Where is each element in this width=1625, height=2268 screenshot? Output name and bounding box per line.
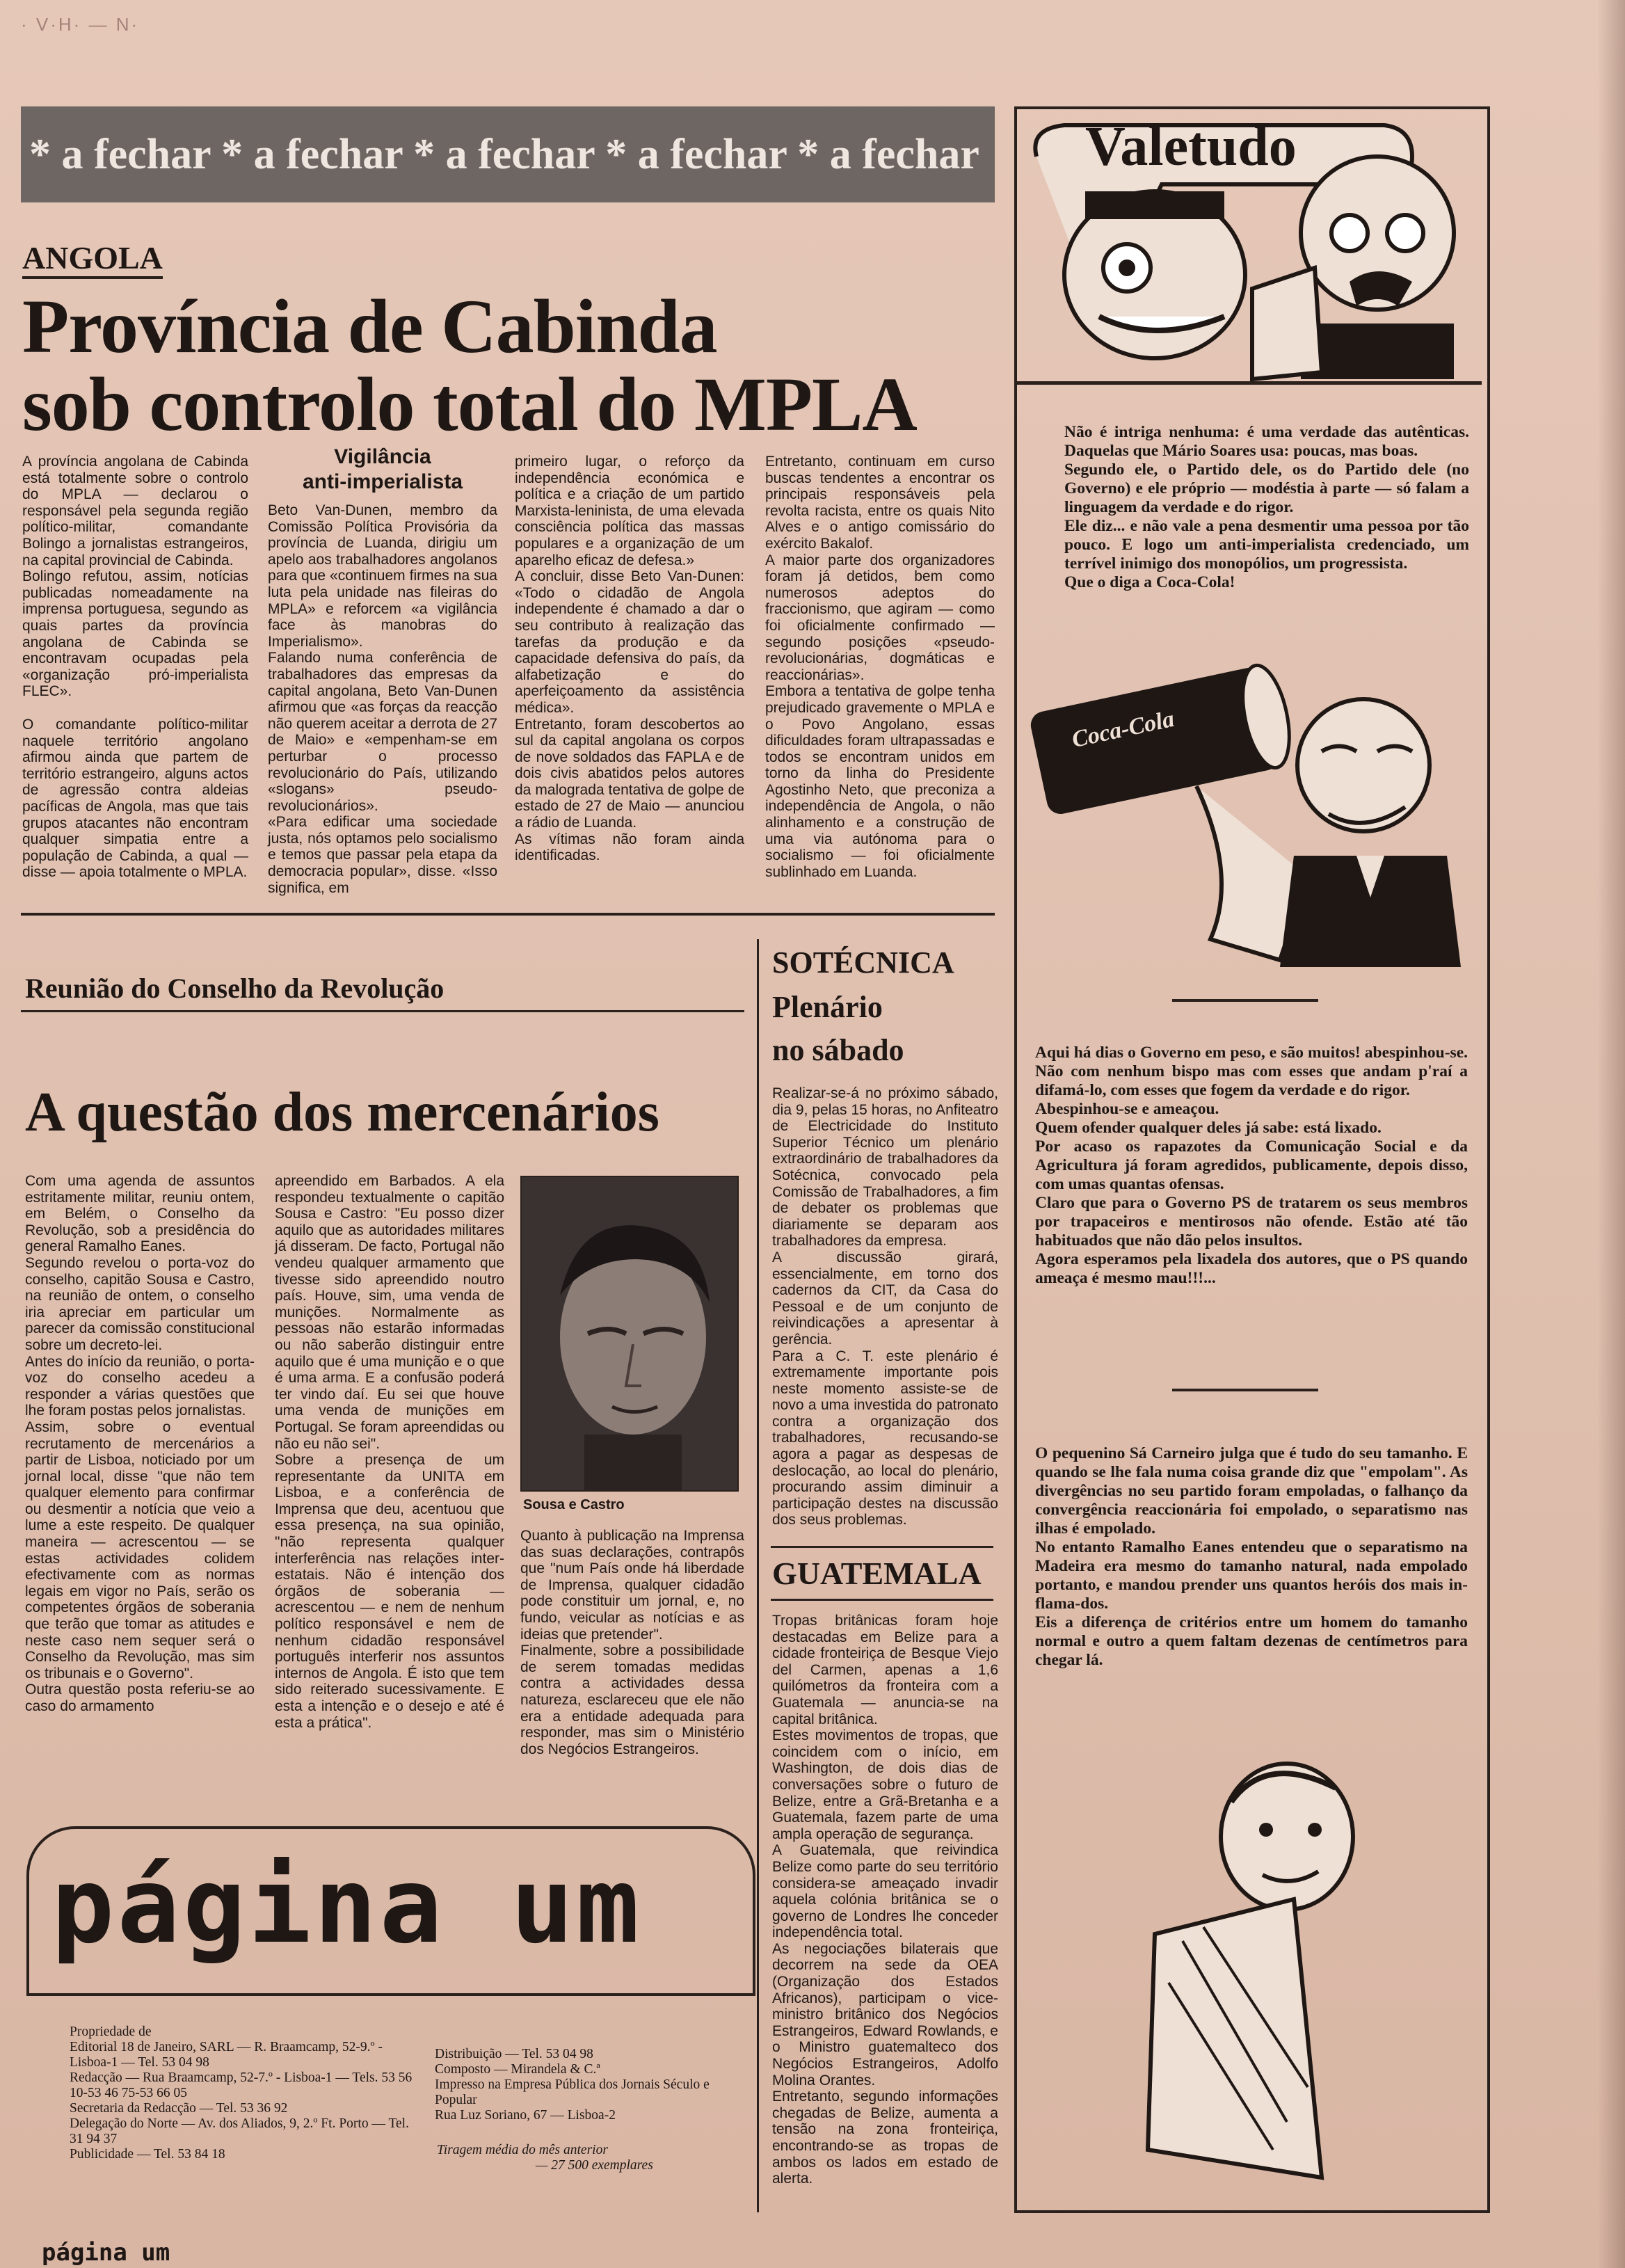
- footer-masthead: página um: [42, 2239, 170, 2267]
- portrait-image: [522, 1177, 737, 1490]
- angola-subhead-line2: anti-imperialista: [302, 470, 463, 493]
- angola-col3: primeiro lugar, o reforço da independência económica e política e a criação de um partido Marxista-leninista, de uma elevada consciência política das massas populares e a organização de um aparelho eficaz de defesa.» A concluir, disse Beto Van-Dunen: «Todo o cidadão de Angola independente é chamado a dar o seu contributo à realização das tarefas da produção e da capacidade defensiva do país, da alfabetização e do aperfeiçoamento da assistência médica». Entretanto, foram descobertos ao sul da capital angolana os corpos de nove soldados das FAPLA e de dois civis abatidos pelos autores da malograda tentativa de golpe de estado de 27 de Maio — anunciou a rádio de Luanda. As vítimas não foram ainda identificadas.: [515, 454, 744, 864]
- valetudo-p1: Não é intriga nenhuma: é uma verdade das autênticas. Daquelas que Mário Soares usa: poucas, mas boas. Segundo ele, o Partido dele, os do Partido dele (no Governo) e ele próprio — modéstia à parte — só falam a linguagem da verdade e do rigor. Ele diz... e não vale a pena desmentir uma pessoa por tão pouco. E logo um anti-imperialista credenciado, um terrível inimigo dos monopólios, um progressista. Que o diga a Coca-Cola!: [1064, 423, 1469, 591]
- valetudo-title: Valetudo: [1085, 116, 1297, 177]
- angola-headline-line2: sob controlo total do MPLA: [22, 362, 917, 447]
- conselho-kicker-rule: [21, 1010, 744, 1012]
- guatemala-title: GUATEMALA: [772, 1556, 982, 1591]
- guatemala-body: Tropas britânicas foram hoje destacadas em Belize para a cidade fronteiriça de Besque Viejo del Carmen, apenas a 1,6 quilómetros da fronteira com a Guatemala — anuncia-se na capital britânica. Estes movimentos de tropas, que coincidem com o início, em Washington, de dois dias de conversações sobre o futuro de Belize, entre a Grã-Bretanha e a Guatemala, fazem parte de uma ampla operação de segurança. A Guatemala, que reivindica Belize como parte do seu território considera-se ameaçado invadir aquela colónia britânica se o governo de Londres lhe conceder independência total. As negociações bilaterais que decorrem na sede da OEA (Organização dos Estados Africanos), participam o vice-ministro britânico dos Negócios Estrangeiros, Edward Rowlands, e o Ministro guatemalteco dos Negócios Estrangeiros, Adolfo Molina Orantes. Entretanto, segundo informações chegadas de Belize, aumenta a tensão na zona fronteiriça, encontrando-se as tropas de ambos os lados em estado de alerta.: [772, 1613, 998, 2187]
- conselho-headline: A questão dos mercenários: [25, 1082, 659, 1143]
- coca-cola-can-label: Coca-Cola: [1069, 705, 1177, 753]
- coca-cola-cartoon: [1030, 647, 1468, 967]
- valetudo-separator-2: [1172, 1389, 1318, 1391]
- section-divider: [21, 913, 995, 916]
- sotecnica-body: Realizar-se-á no próximo sábado, dia 9, pelas 15 horas, no Anfiteatro de Electricidade do Instituto Superior Técnico um plenário extraordinário de trabalhadores da Sotécnica, convocado pela Comissão de Trabalhadores, a fim de debater os problemas que diariamente se deparam aos trabalhadores da empresa. A discussão girará, essencialmente, em torno dos cadernos da CIT, da Casa do Pessoal e de um conjunto de reivindicações a apresentar à gerência. Para a C. T. este plenário é extremamente importante pois neste momento assiste-se de novo a uma investida do patronato contra a organização dos trabalhadores, recusando-se agora a pagar as despesas de deslocação, ao local do plenário, procurando assim diminuir a participação destes na discussão dos seus problemas.: [772, 1085, 998, 1528]
- tiragem-line1: Tiragem média do mês anterior: [437, 2143, 608, 2157]
- valetudo-separator-1: [1172, 999, 1318, 1002]
- masthead-title: página um: [51, 1846, 642, 1967]
- imprint-right: Distribuição — Tel. 53 04 98 Composto — Mirandela & C.ª Impresso na Empresa Pública dos Jornais Século e Popular Rua Luz Soriano, 67 — Lisboa-2: [435, 2047, 710, 2123]
- sotecnica-headline-line2: no sábado: [772, 1033, 904, 1067]
- valetudo-p2: Aqui há dias o Governo em peso, e são muitos! abespinhou-se. Não com nenhum bispo mas com esses que andam p'raí a difamá-lo, com esses que fogem da verdade e do rigor. Abespinhou-se e ameaçou. Quem ofender qualquer deles já sabe: está lixado. Por acaso os rapazotes da Comunicação Social e da Agricultura já foram agredidos, publicamente, depois disso, com umas quantas ofensas. Claro que para o Governo PS de tratarem os seus membros por trapaceiros e mentirosos não ofende. Estão até tão habituados que não dão pelos insultos. Agora esperamos pela lixadela dos autores, que o PS quando ameaça é mesmo mau!!!...: [1035, 1044, 1468, 1287]
- a-fechar-banner: * a fechar * a fechar * a fechar * a fechar * a fechar: [21, 106, 995, 202]
- guatemala-top-rule: [771, 1546, 993, 1548]
- photo-caption: Sousa e Castro: [523, 1497, 625, 1512]
- conselho-kicker: Reunião do Conselho da Revolução: [25, 973, 445, 1004]
- column-divider: [757, 939, 759, 2212]
- angola-col4: Entretanto, continuam em curso buscas tendentes a encontrar os principais responsáveis pela revolta racista, entre os quais Nito Alves e o antigo comissário do exército Bakalof. A maior parte dos organizadores foram já detidos, bem como numerosos adeptos do fraccionismo, que agiram — como foi oficialmente confirmado — segundo posições «pseudo-revolucionárias, dogmáticas e reaccionárias». Embora a tentativa de golpe tenha prejudicado gravemente o MPLA e o Povo Angolano, essas dificuldades foram ultrapassadas e todos se encontram unidos em torno da linha do Presidente Agostinho Neto, que preconiza a independência de Angola, o não alinhamento e a construção de uma via autónoma para o socialismo — foi oficialmente sublinhado em Luanda.: [765, 454, 995, 880]
- sotecnica-kicker: SOTÉCNICA: [772, 945, 954, 980]
- angola-col1-p1: A província angolana de Cabinda está totalmente sobre o controlo do MPLA — declarou o responsável pela segunda região político-militar, comandante Bolingo a jornalistas estrangeiros, na capital provincial de Cabinda. Bolingo refutou, assim, notícias publicadas nomeadamente na imprensa portuguesa, segundo as quais partes da província angolana de Cabinda se encontravam ocupadas pela «organização pró-imperialista FLEC».: [22, 454, 248, 700]
- conselho-col2: apreendido em Barbados. A ela respondeu textualmente o capitão Sousa e Castro: "Eu posso dizer aquilo que as autoridades militares já disseram. De facto, Portugal não vendeu qualquer armamento que tivesse sido apreendido noutro país. Houve, sim, uma venda de munições. Normalmente as pessoas não estarão informadas ou não saberão distinguir entre aquilo que é uma munição e o que é uma arma. E a confusão poderá ter vindo daí. Eu sei que houve uma venda de munições em Portugal. Se foram apreendidas ou não eu não sei". Sobre a presença de um representante da UNITA em Lisboa, e a conferência de Imprensa que deu, acentuou que essa presença, na sua opinião, "não representa qualquer interferência nas relações inter-estatais. Não é intenção dos órgãos de soberania — acrescentou — e nem de nenhum político responsável e nem de nenhum cidadão responsável português interferir nos assuntos internos de Angola. É isto que tem sido reiterado sucessivamente. E esta a intenção e o desejo e até é esta a prática".: [275, 1173, 504, 1731]
- top-faint-text: · V·H· — N·: [21, 14, 140, 35]
- page-edge-shadow: [1597, 0, 1625, 2268]
- conselho-col3: Quanto à publicação na Imprensa das suas declarações, contrapôs que "num País onde há liberdade de Imprensa, qualquer cidadão pode constituir um jornal, e, no fundo, veicular as notícias e as ideias que pretender". Finalmente, sobre a possibilidade de serem tomadas medidas contra a actividades dessa natureza, esclareceu que ele não era a entidade adequada para responder, mas sim o Ministério dos Negócios Estrangeiros.: [520, 1528, 744, 1757]
- sa-carneiro-cartoon: [1085, 1760, 1447, 2191]
- imprint-left: Propriedade de Editorial 18 de Janeiro, SARL — R. Braamcamp, 52-9.º - Lisboa-1 — Tel. 53 04 98 Redacção — Rua Braamcamp, 52-7.º - Lisboa-1 — Tels. 53 56 10-53 46 75-53 66 05 Secretaria da Redacção — Tel. 53 36 92 Delegação do Norte — Av. dos Aliados, 9, 2.º Ft. Porto — Tel. 31 94 37 Publicidade — Tel. 53 84 18: [70, 2025, 413, 2162]
- angola-kicker: ANGOLA: [22, 240, 163, 279]
- angola-col1-p2: O comandante político-militar naquele território angolano afirmou ainda que partem de território estrangeiro, alguns actos de agressão contra aldeias pacíficas de Angola, mas que tais grupos atacantes não encontram qualquer simpatia entre a população de Cabinda, a qual — disse — apoia totalmente o MPLA.: [22, 717, 248, 881]
- angola-headline-line1: Província de Cabinda: [22, 284, 717, 369]
- valetudo-p3: O pequenino Sá Carneiro julga que é tudo do seu tamanho. E quando se lhe fala numa coisa grande diz que "empolam". As divergências no seu partido foram empoladas, o falhanço da convergência reaccionária foi empolado, o separatismo nas ilhas é empolado. No entanto Ramalho Eanes entendeu que o separatismo na Madeira era mesmo do tamanho natural, nada empolado portanto, e mandou prender uns quantos heróis dos mais in-flama-dos. Eis a diferença de critérios entre um homem do tamanho normal e outro a quem faltam dezenas de centímetros para chegar lá.: [1035, 1444, 1468, 1669]
- angola-col2: Beto Van-Dunen, membro da Comissão Política Provisória da província de Luanda, dirigiu um apelo aos trabalhadores angolanos para que «continuem firmes na sua luta pela unidade nas fileiras do MPLA» e reforcem «a vigilância face às manobras do Imperialismo». Falando numa conferência de trabalhadores das empresas da capital angolana, Beto Van-Dunen afirmou que «as forças da reacção não querem aceitar a derrota de 27 de Maio» e «empenham-se em perturbar o processo revolucionário do País, utilizando «slogans» pseudo-revolucionários». «Para edificar uma sociedade justa, nós optamos pelo socialismo e temos que passar pela etapa da democracia popular», disse. «Isso significa, em: [268, 502, 497, 896]
- sotecnica-headline-line1: Plenário: [772, 990, 883, 1024]
- guatemala-bottom-rule: [771, 1599, 993, 1601]
- tiragem-line2: — 27 500 exemplares: [536, 2158, 653, 2173]
- conselho-col1: Com uma agenda de assuntos estritamente militar, reuniu ontem, em Belém, o Conselho da Revolução, sob a presidência do general Ramalho Eanes. Segundo revelou o porta-voz do conselho, capitão Sousa e Castro, na reunião de ontem, o conselho iria apreciar em particular um parecer da comissão constitucional sobre um decreto-lei. Antes do início da reunião, o porta-voz do conselho acedeu a responder a várias questões que lhe foram postas pelos jornalistas. Assim, sobre o eventual recrutamento de mercenários a partir de Lisboa, noticiado por um jornal local, disse "que não tem qualquer elemento para confirmar ou desmentir a notícia que veio a lume a este respeito. De qualquer maneira — acrescentou — se estas actividades colidem efectivamente com as normas legais em vigor no País, serão os competentes órgãos de soberania que terão que tomar as atitudes e neste caso nem sequer será o Conselho da Revolução, mas sim os tribunais e o Governo". Outra questão posta referiu-se ao caso do armamento: [25, 1173, 255, 1714]
- valetudo-header-rule: [1017, 381, 1482, 385]
- sousa-e-castro-photo: [520, 1176, 739, 1492]
- angola-subhead-line1: Vigilância: [334, 445, 431, 468]
